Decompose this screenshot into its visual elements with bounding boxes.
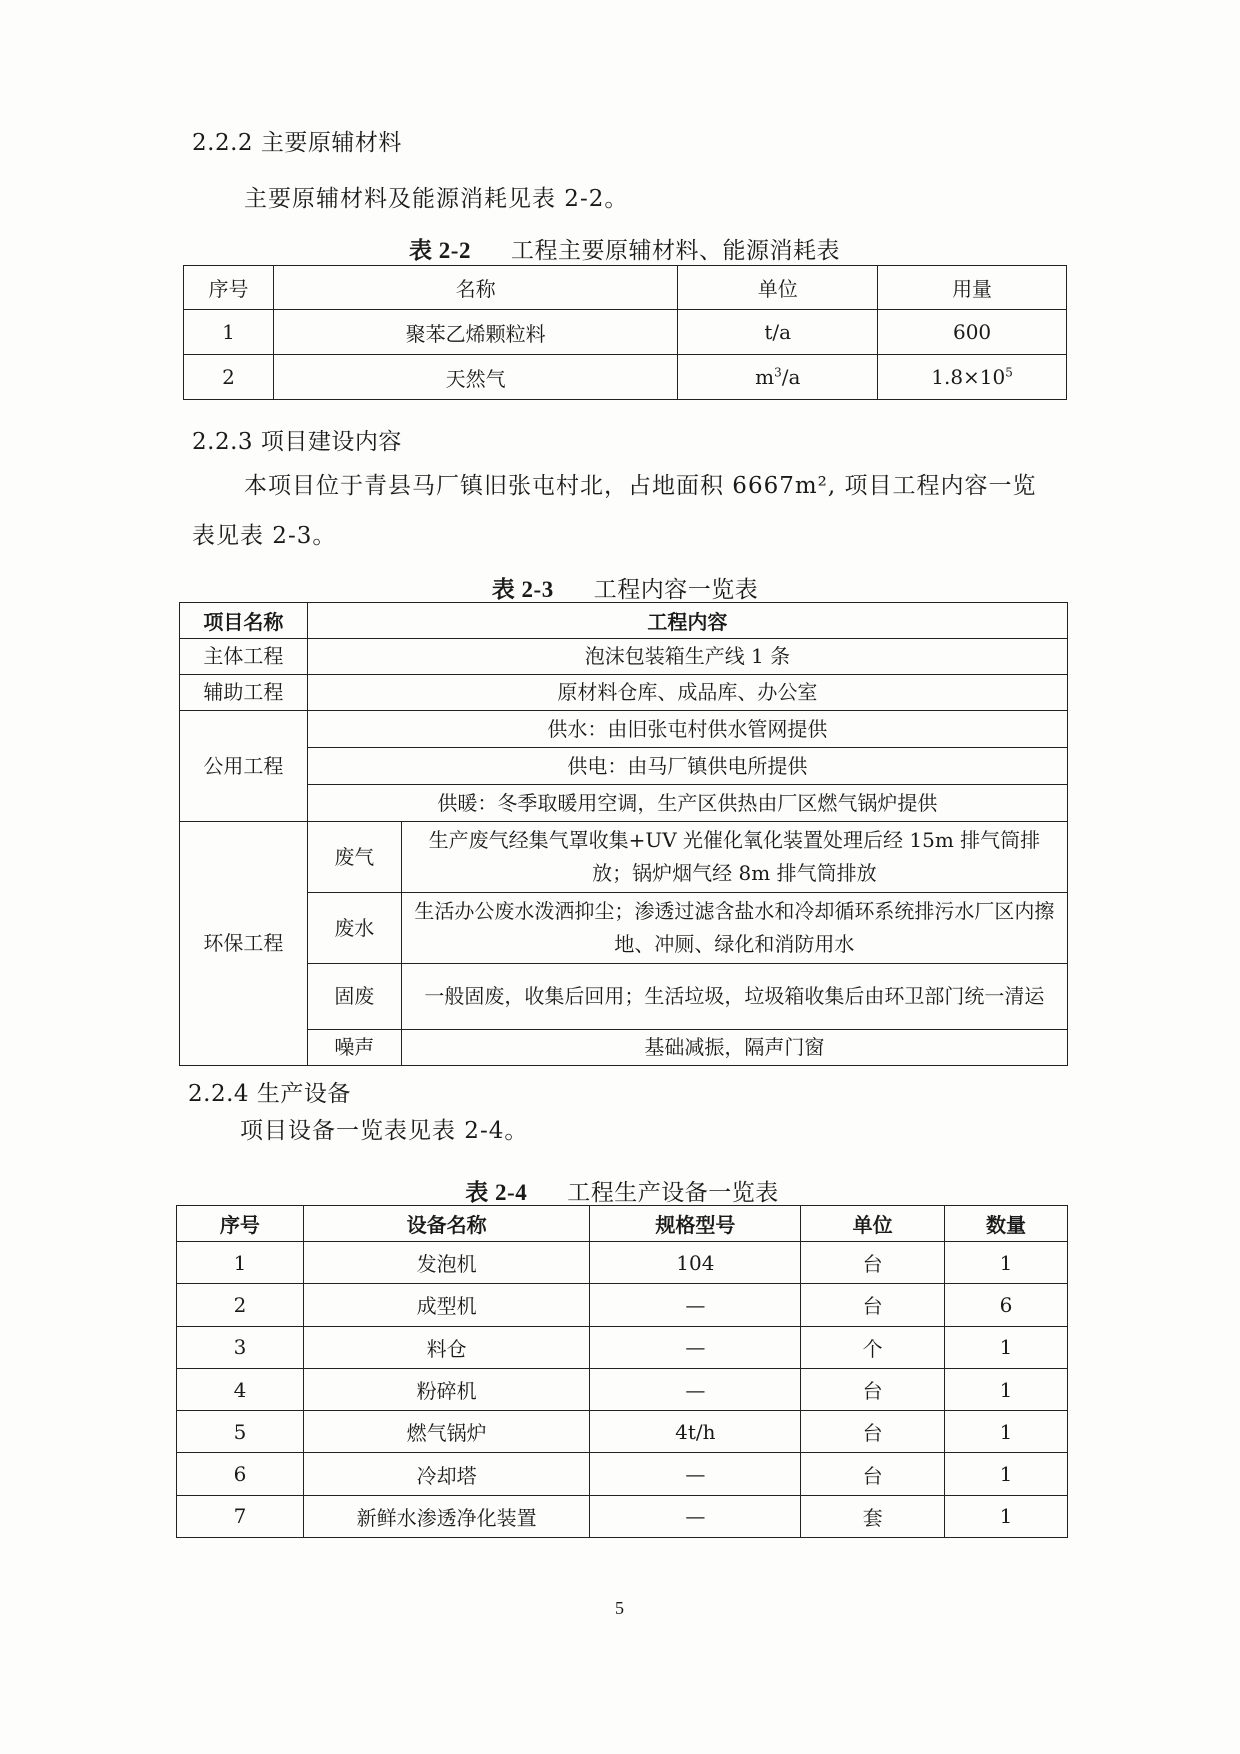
caption-title: 工程生产设备一览表	[567, 1180, 779, 1206]
section-intro-222: 主要原辅材料及能源消耗见表 2-2。	[244, 186, 629, 212]
equipment-name: 新鲜水渗透净化装置	[303, 1495, 590, 1537]
unit-cell: 台	[801, 1242, 945, 1284]
section-intro-224: 项目设备一览表见表 2-4。	[240, 1118, 529, 1144]
table-row	[180, 748, 1068, 785]
table-row	[177, 1411, 1068, 1453]
amount-cell: 600	[878, 310, 1067, 355]
row-number: 2	[184, 355, 274, 400]
page-number: 5	[615, 1598, 624, 1618]
row-number: 1	[177, 1242, 304, 1284]
caption-number: 表 2-4	[465, 1180, 528, 1205]
unit-cell: 台	[801, 1411, 945, 1453]
project-content: 供暖：冬季取暖用空调，生产区供热由厂区燃气锅炉提供	[307, 785, 1067, 822]
equipment-name: 燃气锅炉	[303, 1411, 590, 1453]
unit-base: m	[755, 365, 775, 389]
header-cell: 设备名称	[303, 1206, 590, 1242]
header-cell: 用量	[878, 266, 1067, 310]
section-para-223-line1: 本项目位于青县马厂镇旧张屯村北，占地面积 6667m², 项目工程内容一览	[244, 473, 1037, 499]
quantity-cell: 1	[945, 1242, 1068, 1284]
header-cell: 工程内容	[307, 603, 1067, 639]
table-row	[180, 711, 1068, 748]
material-name: 天然气	[273, 355, 677, 400]
table-2-2	[183, 265, 1067, 400]
project-content: 基础减振，隔声门窗	[401, 1030, 1067, 1066]
table-caption-2-4	[177, 1174, 1067, 1207]
quantity-cell: 1	[945, 1326, 1068, 1368]
unit-cell: 套	[801, 1495, 945, 1537]
row-number: 5	[177, 1411, 304, 1453]
quantity-cell: 1	[945, 1368, 1068, 1410]
spec-model: 104	[590, 1242, 801, 1284]
project-label: 公用工程	[180, 711, 308, 822]
table-caption-2-2	[183, 232, 1066, 265]
amount-exponent: 5	[1005, 365, 1013, 380]
unit-cell: 台	[801, 1284, 945, 1326]
project-content: 泡沫包装箱生产线 1 条	[307, 639, 1067, 675]
material-name: 聚苯乙烯颗粒料	[273, 310, 677, 355]
quantity-cell: 1	[945, 1453, 1068, 1495]
header-cell: 名称	[273, 266, 677, 310]
section-heading-224: 2.2.4 生产设备	[188, 1081, 351, 1107]
table-row	[177, 1368, 1068, 1410]
table-row	[177, 1453, 1068, 1495]
sub-category: 固废	[307, 964, 401, 1030]
section-heading-222: 2.2.2 主要原辅材料	[192, 130, 402, 156]
equipment-rows	[177, 1242, 1068, 1538]
row-number: 1	[184, 310, 274, 355]
table-2-3	[179, 602, 1068, 1066]
project-content: 生产废气经集气罩收集+UV 光催化氧化装置处理后经 15m 排气筒排放；锅炉烟气经 8m 排气筒排放	[401, 822, 1067, 893]
spec-model: —	[590, 1284, 801, 1326]
table-row	[177, 1326, 1068, 1368]
table-header-row	[184, 266, 1067, 310]
header-cell: 单位	[801, 1206, 945, 1242]
spec-model: —	[590, 1368, 801, 1410]
project-content: 生活办公废水泼洒抑尘；渗透过滤含盐水和冷却循环系统排污水厂区内擦地、冲厕、绿化和消防用水	[401, 893, 1067, 964]
caption-title: 工程内容一览表	[593, 577, 759, 603]
header-cell: 单位	[678, 266, 878, 310]
table-row	[177, 1284, 1068, 1326]
header-cell: 序号	[184, 266, 274, 310]
table-header-row	[177, 1206, 1068, 1242]
table-row	[184, 355, 1067, 400]
unit-cell: 个	[801, 1326, 945, 1368]
row-number: 2	[177, 1284, 304, 1326]
sub-category: 噪声	[307, 1030, 401, 1066]
amount-base: 1.8×10	[931, 365, 1006, 389]
amount-cell	[878, 355, 1067, 400]
row-number: 7	[177, 1495, 304, 1537]
table-caption-2-3	[180, 571, 1070, 604]
header-cell: 序号	[177, 1206, 304, 1242]
unit-cell: 台	[801, 1368, 945, 1410]
unit-tail: /a	[781, 365, 801, 389]
section-heading-223: 2.2.3 项目建设内容	[192, 429, 402, 455]
equipment-name: 粉碎机	[303, 1368, 590, 1410]
project-content: 一般固废，收集后回用；生活垃圾，垃圾箱收集后由环卫部门统一清运	[401, 964, 1067, 1030]
quantity-cell: 6	[945, 1284, 1068, 1326]
caption-title: 工程主要原辅材料、能源消耗表	[510, 238, 840, 264]
table-header-row	[180, 603, 1068, 639]
spec-model: —	[590, 1326, 801, 1368]
unit-cell	[678, 355, 878, 400]
header-cell: 规格型号	[590, 1206, 801, 1242]
project-label: 辅助工程	[180, 675, 308, 711]
equipment-name: 冷却塔	[303, 1453, 590, 1495]
table-row	[180, 822, 1068, 893]
table-row	[180, 964, 1068, 1030]
table-row	[180, 675, 1068, 711]
section-para-223-line2: 表见表 2-3。	[192, 523, 337, 549]
spec-model: —	[590, 1453, 801, 1495]
caption-number: 表 2-3	[491, 577, 554, 602]
header-cell: 数量	[945, 1206, 1068, 1242]
sub-category: 废气	[307, 822, 401, 893]
project-content: 供电：由马厂镇供电所提供	[307, 748, 1067, 785]
quantity-cell: 1	[945, 1411, 1068, 1453]
equipment-name: 发泡机	[303, 1242, 590, 1284]
header-cell: 项目名称	[180, 603, 308, 639]
equipment-name: 成型机	[303, 1284, 590, 1326]
table-row	[180, 1030, 1068, 1066]
table-row	[177, 1242, 1068, 1284]
table-row	[180, 639, 1068, 675]
project-label: 环保工程	[180, 822, 308, 1066]
table-row	[184, 310, 1067, 355]
caption-number: 表 2-2	[409, 238, 471, 263]
table-row	[177, 1495, 1068, 1537]
sub-category: 废水	[307, 893, 401, 964]
quantity-cell: 1	[945, 1495, 1068, 1537]
project-content: 原材料仓库、成品库、办公室	[307, 675, 1067, 711]
spec-model: —	[590, 1495, 801, 1537]
project-label: 主体工程	[180, 639, 308, 675]
row-number: 3	[177, 1326, 304, 1368]
unit-cell: t/a	[678, 310, 878, 355]
equipment-name: 料仓	[303, 1326, 590, 1368]
table-2-4	[176, 1205, 1068, 1538]
spec-model: 4t/h	[590, 1411, 801, 1453]
project-content: 供水：由旧张屯村供水管网提供	[307, 711, 1067, 748]
row-number: 4	[177, 1368, 304, 1410]
table-row	[180, 785, 1068, 822]
table-row	[180, 893, 1068, 964]
row-number: 6	[177, 1453, 304, 1495]
unit-cell: 台	[801, 1453, 945, 1495]
unit-superscript: 3	[774, 365, 782, 380]
